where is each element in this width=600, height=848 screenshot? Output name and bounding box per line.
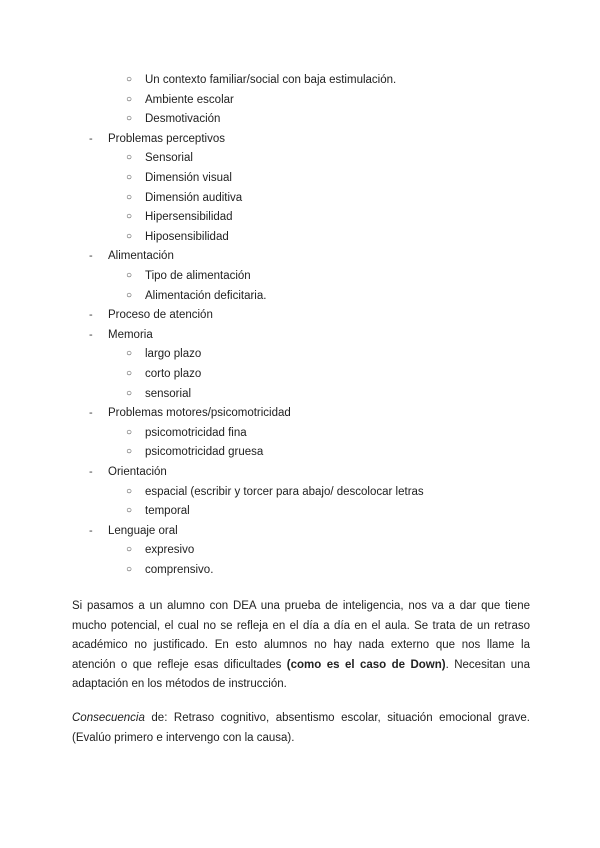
circle-bullet-icon: ○ [126,74,133,85]
sub-list-item: Tipo de alimentación [145,270,251,282]
dash-bullet-icon: - [89,132,93,145]
sub-list-item: psicomotricidad gruesa [145,446,264,459]
circle-bullet-icon: ○ [126,93,133,105]
paragraph-consecuencia [72,708,530,748]
circle-bullet-icon: ○ [126,191,133,203]
list-item: Lenguaje oral [108,524,178,537]
circle-bullet-icon: ○ [126,152,133,164]
list-item: Orientación [108,466,167,478]
sub-list-item: espacial (escribir y torcer para abajo/ descolocar letras [145,485,424,498]
paragraph-text-end: . Necesitan una adaptación en los métodos de instrucción. [72,658,530,690]
list-item: Memoria [108,328,153,341]
sub-list-item: Un contexto familiar/social con baja estimulación. [145,74,397,86]
paragraph-text: Si pasamos a un alumno con DEA una prueba de inteligencia, nos va a dar que tiene mucho potencial, el cual no se refleja en el día a día en el aula. Se trata de un retraso académico no justificado. En esto alumnos no hay nada externo que nos llame la atención o que refleje esas dificultades [72,600,530,671]
dash-bullet-icon: - [89,250,93,263]
circle-bullet-icon: ○ [126,387,133,399]
sub-list-item: Hipersensibilidad [145,211,233,224]
circle-bullet-icon: ○ [126,446,133,458]
dash-bullet-icon: - [89,524,93,537]
dash-bullet-icon: - [89,309,93,322]
dash-bullet-icon: - [89,466,93,478]
circle-bullet-icon: ○ [126,505,133,517]
sub-list-item: largo plazo [145,348,202,361]
circle-bullet-icon: ○ [126,485,133,497]
sub-list-item: Hiposensibilidad [145,230,229,243]
sub-list-item: psicomotricidad fina [145,426,247,439]
sub-list-item: sensorial [145,387,192,400]
paragraph-bold-text: (como es el caso de Down) [286,658,446,671]
sub-list-item: comprensivo. [145,564,214,576]
circle-bullet-icon: ○ [126,113,133,125]
sub-list-item: corto plazo [145,368,202,380]
circle-bullet-icon: ○ [126,230,133,242]
list-item: Alimentación [108,250,174,263]
sub-list-item: Ambiente escolar [145,93,234,106]
circle-bullet-icon: ○ [126,348,133,360]
consecuencia-text: de: Retraso cognitivo, absentismo escolar, situación emocional grave. (Evalúo primero e intervengo con la causa). [72,712,530,744]
list-item: Problemas perceptivos [108,132,225,145]
dash-bullet-icon: - [89,328,93,341]
sub-list-item: Dimensión auditiva [145,191,243,204]
circle-bullet-icon: ○ [126,426,133,438]
dash-bullet-icon: - [89,407,93,420]
circle-bullet-icon: ○ [126,172,133,183]
circle-bullet-icon: ○ [126,270,133,281]
sub-list-item: expresivo [145,544,195,557]
consecuencia-label: Consecuencia [72,712,145,724]
sub-list-item: temporal [145,505,190,518]
circle-bullet-icon: ○ [126,564,133,575]
paragraph-dea [72,597,530,695]
sub-list-item: Alimentación deficitaria. [145,289,267,302]
sub-list-item: Desmotivación [145,113,221,126]
circle-bullet-icon: ○ [126,368,133,379]
sub-list-item: Sensorial [145,152,193,165]
sub-list-item: Dimensión visual [145,172,232,184]
list-item: Proceso de atención [108,309,213,322]
list-item: Problemas motores/psicomotricidad [108,407,291,420]
circle-bullet-icon: ○ [126,211,133,223]
circle-bullet-icon: ○ [126,289,133,301]
circle-bullet-icon: ○ [126,544,133,556]
